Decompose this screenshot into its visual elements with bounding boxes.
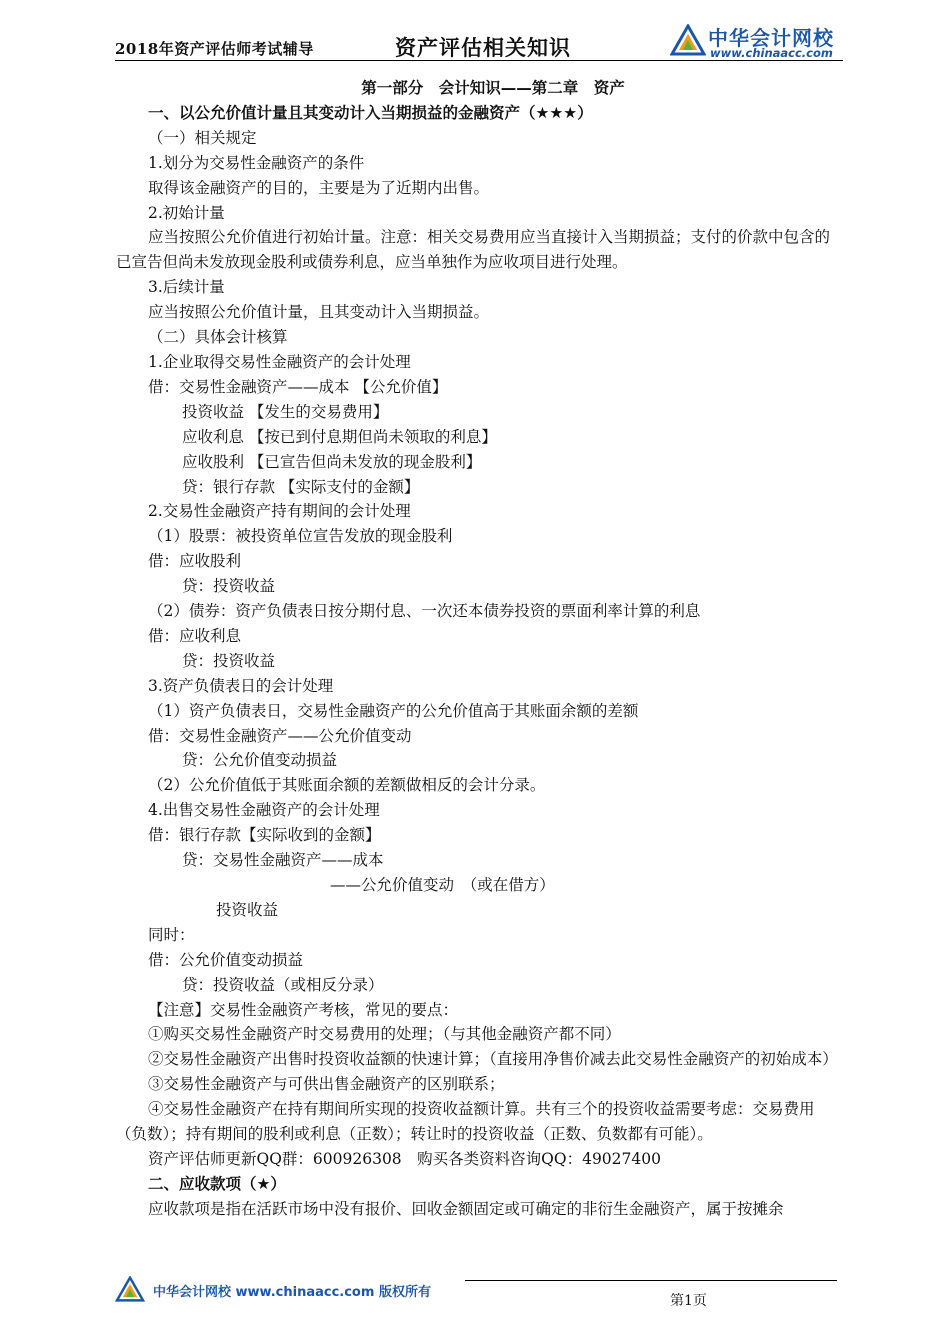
note-point: ②交易性金融资产出售时投资收益额的快速计算；（直接用净售价减去此交易性金融资产的初始成本） <box>148 1050 838 1069</box>
note-point: ③交易性金融资产与可供出售金融资产的区别联系； <box>148 1075 505 1094</box>
header-subject-title: 资产评估相关知识 <box>395 35 571 60</box>
text-line: 应当按照公允价值计量，且其变动计入当期损益。 <box>148 303 490 322</box>
text-line: 3.后续计量 <box>148 278 225 297</box>
document-body <box>116 76 838 1222</box>
journal-entry: 贷：公允价值变动损益 <box>182 751 338 770</box>
journal-entry: ——公允价值变动 （或在借方） <box>330 876 555 894</box>
text-line: （2）公允价值低于其账面余额的差额做相反的会计分录。 <box>148 776 546 795</box>
footer-logo-icon <box>115 1276 145 1302</box>
logo-triangle-icon <box>670 24 706 56</box>
text-line: 2.初始计量 <box>148 203 225 222</box>
contact-line: 资产评估师更新QQ群：600926308 购买各类资料咨询QQ：49027400 <box>148 1149 661 1168</box>
section-heading-2: 二、应收款项（★） <box>148 1174 286 1193</box>
text-line: 同时： <box>148 925 195 944</box>
subheading: （二）具体会计核算 <box>148 328 288 347</box>
journal-entry: 借：应收利息 <box>148 626 242 645</box>
journal-entry: 应收利息 【按已到付息期但尚未领取的利息】 <box>182 427 497 446</box>
footer-rule <box>465 1280 837 1281</box>
journal-entry: 应收股利 【已宣告但尚未发放的现金股利】 <box>182 452 482 471</box>
page-header <box>115 22 843 62</box>
text-line: 4.出售交易性金融资产的会计处理 <box>148 801 380 820</box>
journal-entry: 借：应收股利 <box>148 552 242 571</box>
text-line: 2.交易性金融资产持有期间的会计处理 <box>148 502 411 521</box>
logo-name: 中华会计网校 <box>708 26 834 50</box>
brand-logo <box>670 22 845 58</box>
footer-copyright: 中华会计网校 www.chinaacc.com 版权所有 <box>153 1285 431 1300</box>
journal-entry: 借：银行存款【实际收到的金额】 <box>148 826 381 845</box>
note-point: ①购买交易性金融资产时交易费用的处理；（与其他金融资产都不同） <box>148 1025 621 1044</box>
text-line: （1）股票：被投资单位宣告发放的现金股利 <box>148 527 453 546</box>
paragraph: 应当按照公允价值进行初始计量。注意：相关交易费用应当直接计入当期损益；支付的价款中包含的已宣告但尚未发放现金股利或债券利息，应当单独作为应收项目进行处理。 <box>116 228 831 272</box>
logo-url: www.chinaacc.com <box>710 46 833 60</box>
text-line: 1.企业取得交易性金融资产的会计处理 <box>148 352 411 371</box>
section-heading-1: 一、以公允价值计量且其变动计入当期损益的金融资产（★★★） <box>148 103 593 122</box>
text-line: （1）资产负债表日，交易性金融资产的公允价值高于其账面余额的差额 <box>148 701 639 720</box>
journal-entry: 借：交易性金融资产——成本 【公允价值】 <box>148 377 448 396</box>
header-rule <box>115 60 843 61</box>
subheading: （一）相关规定 <box>148 128 257 147</box>
journal-entry: 贷：投资收益（或相反分录） <box>182 975 384 994</box>
text-line: （2）债券：资产负债表日按分期付息、一次还本债券投资的票面利率计算的利息 <box>148 602 701 621</box>
header-course-name: 2018年资产评估师考试辅导 <box>115 40 314 58</box>
journal-entry: 借：公允价值变动损益 <box>148 950 304 969</box>
journal-entry: 贷：银行存款 【实际支付的金额】 <box>182 477 420 496</box>
text-line: 3.资产负债表日的会计处理 <box>148 676 334 695</box>
note-heading: 【注意】交易性金融资产考核，常见的要点： <box>148 1000 459 1019</box>
note-point: ④交易性金融资产在持有期间所实现的投资收益额计算。共有三个的投资收益需要考虑：交易费用（负数）；持有期间的股利或利息（正数）；转让时的投资收益（正数、负数都有可能）。 <box>116 1100 815 1144</box>
page-number: 第1页 <box>670 1293 707 1309</box>
journal-entry: 投资收益 【发生的交易费用】 <box>182 402 389 421</box>
journal-entry: 投资收益 <box>216 900 279 919</box>
text-line: 应收款项是指在活跃市场中没有报价、回收金额固定或可确定的非衍生金融资产，属于按摊余 <box>148 1199 784 1218</box>
journal-entry: 贷：投资收益 <box>182 577 276 596</box>
page-footer <box>115 1274 835 1314</box>
journal-entry: 借：交易性金融资产——公允价值变动 <box>148 726 412 745</box>
chapter-title: 第一部分 会计知识——第二章 资产 <box>361 79 625 97</box>
journal-entry: 贷：交易性金融资产——成本 <box>182 851 384 870</box>
text-line: 取得该金融资产的目的，主要是为了近期内出售。 <box>148 178 490 197</box>
text-line: 1.划分为交易性金融资产的条件 <box>148 153 365 172</box>
journal-entry: 贷：投资收益 <box>182 651 276 670</box>
